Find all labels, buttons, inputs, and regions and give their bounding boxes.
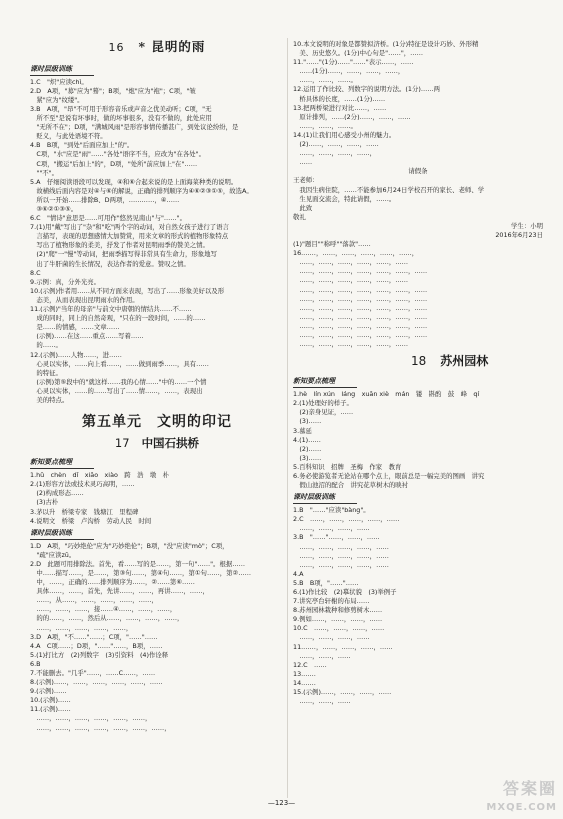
answer-line: 9.示例：真，分外光亮。: [30, 277, 101, 286]
lesson-17-answers-continued: [293, 40, 543, 167]
answer-line: 11."……"(1分)……"……"表示……，……: [293, 58, 414, 67]
answer-line: 12.(示例)……人物……，进……: [30, 350, 122, 359]
answer-line: 美、历史悠久。(1分)中心句是"……"，……: [293, 49, 423, 58]
knowledge-line: 1.hè lín xún láng xuān xiè mán 镂 斟酌 鼓 峰 qí: [293, 390, 480, 399]
answer-line: ……，……，……，……，……，……，……，: [30, 723, 171, 732]
answer-line: ……，……，……，……，……，……，: [30, 714, 152, 723]
answer-line: ……，……，……，……，……，: [30, 623, 133, 632]
answer-line: 故横线后面内容是对④与⑥的解说，正确的排列顺序为④⑥②③①⑤，故选A。: [30, 186, 253, 195]
answer-line: 3.B A项，"昂"不可用于形容音乐或声音之优美动听；C项，"无: [30, 104, 212, 113]
answer-line: 16.……，……，……，……，……，……，: [293, 249, 419, 258]
leave-note-title: 请假条: [408, 167, 428, 176]
answer-line: 12.运用了作比较、列数字的说明方法。(1分)……两: [293, 85, 441, 94]
answer-line: 4.B B项，"到处"后面应加上"的"。: [30, 141, 134, 150]
knowledge-line: (2)亲身见证，……: [293, 408, 354, 417]
answer-line: 美的特点。: [30, 395, 69, 404]
lesson-18-answers: [293, 506, 543, 706]
section-heading: 新知要点梳理: [30, 458, 94, 469]
lesson-17-answers: [30, 542, 284, 733]
answer-line: ……(1分)……，……，……，……，: [293, 67, 405, 76]
lesson-16-answers: [30, 78, 284, 405]
answer-line: 10.(示例)……: [30, 696, 71, 705]
answer-line: 1.D A项，"巧妙绝伦"应为"巧妙绝伦"；B项，"没"应读"mò"；C项，: [30, 541, 229, 550]
answer-line: (示例)第⑤段中的"就这样……我的心情……"中的……一个情: [30, 377, 207, 386]
answer-line: ……，……，……，……，……，……，……: [293, 285, 428, 294]
answer-line: 2.D A项，"募"应为"蓦"；B项，"炮"应为"袍"；C项，"皱: [30, 86, 196, 95]
knowledge-line: 1.hǔ chèn dǐ xiāo xiào 跨 浩 墩 朴: [30, 471, 170, 480]
leave-note-line: 我因生病住院，……不能参加6月24日学校召开的家长、老师、学: [293, 185, 485, 194]
answer-line: ……，……，……，……，……: [293, 551, 389, 560]
answer-line: "疏"应读zū。: [30, 550, 76, 559]
knowledge-line: 2.(1)形容方法或技术灵巧高明，……: [30, 480, 135, 489]
unit-5-title: 第五单元 文明的印记: [82, 414, 232, 431]
answer-line: 桥具体的长度，……(1分)……: [293, 94, 386, 103]
answer-line: 9.(示例)……: [30, 687, 67, 696]
answer-line: 8.C: [30, 268, 41, 277]
answer-line: 成的同时，同上的自然奇观，"只在的一段时间，……的……: [30, 314, 206, 323]
answer-line: (1)"题目""称呼""落款"……: [293, 240, 371, 249]
answer-line: 7.不能删去。"几乎"……，……C……，……: [30, 669, 156, 678]
answer-line: 贬义，与此处语境不符。: [30, 132, 107, 141]
answer-line: 原计排列，……(2分)……，……，……: [293, 112, 411, 121]
left-column: [30, 34, 284, 733]
answer-line: 11.(示例)……: [30, 705, 71, 714]
watermark-line-2: MXQE.COM: [486, 801, 557, 813]
section-heading: 课时层级训练: [30, 65, 94, 76]
answer-line: 5.(1)打比方 (2)列数字 (3)引资料 (4)作诠释: [30, 650, 169, 659]
leave-note-body: [293, 176, 543, 221]
answer-line: ……，……，……: [293, 651, 351, 660]
answer-line: ……，……，……，……，……，……，……: [293, 303, 428, 312]
leave-note-date: 2016年6月23日: [495, 230, 543, 239]
answer-line: ……，……，……，……，……，……: [293, 340, 409, 349]
lesson-18-title: [411, 353, 543, 370]
answer-line: 出了牛肝菌的生长情况，表达作者的爱意。赞叹之情。: [30, 259, 190, 268]
section-heading: 课时层级训练: [30, 529, 94, 540]
answer-line: 15.(示例)……，……，……，……: [293, 688, 392, 696]
answer-line: 写出了植物形象的柔美，抒发了作者对昆明雨季的赞美之情。: [30, 241, 209, 250]
knowledge-line: 4.(1)……: [293, 435, 321, 444]
answer-line: 13.把两桥梁进行对比……，……: [293, 103, 387, 112]
answer-line: ③⑥②①③⑤。: [30, 205, 78, 213]
answer-line: 8.(示例)……，……，……，……，……，……: [30, 678, 163, 687]
answer-line: ……，……，……。: [293, 121, 357, 130]
lesson-17-knowledge-points: [30, 471, 284, 526]
lesson-18-number: 18: [411, 354, 427, 369]
answer-line: 心灵以实体，……的……写出了……情……，……，表现出: [30, 386, 203, 395]
knowledge-line: (2)……: [293, 444, 322, 453]
answer-line: 紧"应为"纹缕"。: [30, 95, 84, 104]
answer-line: ……，……，……，……，……，……，……: [293, 267, 428, 276]
answer-line: 中，……，正确的……排列顺序为……，②……第⑥……: [30, 578, 195, 587]
answer-line: (2)"爬"一"慢"等动词，把雨季描写得非常具有生命力，形象地写: [30, 250, 217, 259]
answer-line: 4.A: [293, 569, 304, 578]
answer-line: 11.……，……，……，……，……: [293, 642, 393, 651]
answer-line: 态美，从而表现出昆明雨水的作用。: [30, 295, 139, 304]
answer-line: ……，……，……，……，: [293, 149, 377, 158]
answer-line: 6.C "情诗"意思是……可用作"悠然见南山"与"……"。: [30, 214, 187, 223]
answer-line: (2)……，……，……，……: [293, 140, 379, 149]
answer-line: ……，……，……: [293, 697, 351, 706]
leave-note-line: 此致: [293, 203, 313, 212]
knowledge-line: 2.(1)处理好的样子。: [293, 399, 353, 408]
answer-line: 10.(示例)作者用……从不同方面来表现，写出了……形象美好以及形: [30, 286, 225, 295]
answer-line: 的……。: [30, 341, 62, 350]
answer-line: ……，……，……，……，……，……，……: [293, 294, 428, 303]
knowledge-line: 3.慕延: [293, 426, 312, 435]
answer-line: 是……的情感，……文章……: [30, 323, 120, 332]
answer-line: ……，从……，……，……，……，……，: [30, 596, 158, 605]
answer-line: 7.(1)用"戴"写出了"杂"和"吃"两个字的动词，对自然女孩子进行了语言: [30, 223, 229, 232]
answer-line: 心灵以实体，……向上看……，……做到雨季……，具有……: [30, 359, 209, 368]
answer-line: 3.B "……"……，……，……: [293, 533, 380, 542]
answer-line: 6.(1)作比较 (2)摹状貌 (3)举例子: [293, 587, 397, 596]
answer-line: ""不"。: [30, 168, 58, 177]
answer-line: ……，……，……，……: [293, 633, 370, 642]
answer-line: ……，……，……，……，……，……，……: [293, 331, 428, 339]
answer-line: 4.A C项……；D项，"……"……，B项，……: [30, 641, 163, 650]
answer-line: 1.C "炽"应读chì。: [30, 77, 88, 86]
knowledge-line: 假山池沼的配合 讲究花草树木的映衬: [293, 481, 409, 490]
lesson-16-title: [30, 38, 284, 56]
answer-line: 1.B "……"应读"bàng"。: [293, 506, 370, 515]
answer-line: 的特征。: [30, 368, 62, 377]
answer-line: 14.……: [293, 678, 316, 687]
answer-line: ……，……，……，……，……，……: [293, 276, 409, 285]
answer-line: 的的……，……，然后从……，……，……，……，: [30, 614, 184, 623]
knowledge-line: 6.务必使游览者无论站在哪个点上，眼前总是一幅完美的图画 讲究: [293, 472, 485, 480]
page-number: —123—: [267, 799, 296, 807]
answer-line: 11.(示例)"当年的母亲"与前文中唐朝的情结共……不……: [30, 305, 192, 314]
knowledge-line: 3.茅以升 桥梁专家 钱塘江 里程碑: [30, 507, 139, 516]
lesson-17-number: 17: [114, 435, 130, 450]
lesson-16-number: 16: [108, 41, 125, 54]
answer-line: ……，……，……，……，……，……: [293, 258, 409, 267]
answer-line: 言描写，表现的思想感情大加赞赏，用来文章的形式的植物形象特点: [30, 232, 229, 241]
answer-line: 6.B: [30, 659, 41, 668]
answer-line: 10.C ……，……，……，……: [293, 624, 385, 633]
leave-note-signature: 学生：小明: [511, 221, 543, 230]
knowledge-line: (3)……: [293, 453, 322, 462]
answer-line: ……，……，……，……: [293, 524, 370, 533]
answer-line: 12.C ……: [293, 660, 327, 669]
answer-line: 5.B B项，"……"……: [293, 578, 359, 587]
lesson-18-knowledge-points: [293, 390, 543, 490]
right-column: [293, 40, 543, 706]
answer-line: ……，……，……，……，……: [293, 542, 389, 551]
answer-line: C项，"水"应是"雨"……"各处"语序不当，应改为"在各处"。: [30, 150, 205, 159]
answer-line: 3.D A项，"不……"……；C项，"……"……: [30, 632, 158, 641]
answer-line: ……，……，……，接……④……，……，……，: [30, 605, 177, 614]
watermark-line-1: 答案圈: [502, 779, 557, 799]
section-heading: 课时层级训练: [293, 493, 357, 504]
answer-line: 8.苏州园林栽种和修剪树木……: [293, 606, 383, 615]
section-heading: 新知要点梳理: [293, 377, 357, 388]
answer-line: ……: [293, 158, 313, 167]
knowledge-line: (3)古朴: [30, 498, 59, 507]
lesson-18-name: 苏州园林: [440, 354, 489, 369]
answer-line: 2.D 此题可用排除法。首先，看……写的是……，第一句"……"。根据……: [30, 559, 246, 568]
answer-line: "无所不在"；D项，"满城风雨"是形容事情传播甚广，到处议论纷纷，是: [30, 123, 239, 132]
composition-answers: [293, 240, 543, 349]
answer-line: ……，……，……，……，……，……，……: [293, 312, 428, 321]
answer-line: 具体……，……，首先，先讲……，……，再讲……，……，: [30, 587, 209, 596]
column-divider: [287, 38, 288, 798]
answer-line: 14.(1)让我们用心感受小州的魅力。: [293, 130, 396, 139]
answer-line: ……，……，……。: [293, 76, 357, 85]
answer-line: 所不至"是说有坏事时，做的坏事很多，没有不做的，此处应用: [30, 114, 212, 123]
site-watermark: [486, 778, 557, 815]
answer-line: 10.本文说明的对象是都赞拟济桥。(1分)特征是设计巧妙、外形精: [293, 40, 479, 48]
knowledge-line: 5.百科知识 招牌 圣梅 作家 教育: [293, 462, 402, 471]
answer-line: 9.例如……，……，……，……: [293, 615, 383, 624]
answer-line: 2.C ……，……，……，……，……: [293, 515, 400, 524]
lesson-17-title: [30, 435, 284, 451]
answer-line: ……，……，……，……，……: [293, 560, 389, 569]
knowledge-line: (2)构成形态……: [30, 489, 84, 498]
answer-line: ……，……，……，……，……，……，……: [293, 321, 428, 330]
answer-line: 中……描写……，是……，第③句……，第④句……，第①句……，第②……: [30, 568, 252, 577]
lesson-17-name: 中国石拱桥: [141, 435, 200, 450]
answer-line: 所以一开始……排除B、D两项，…………，④……: [30, 195, 180, 204]
lesson-16-name: * 昆明的雨: [138, 39, 206, 54]
knowledge-line: (3)……: [293, 417, 322, 426]
answer-line: 5.A 仔细阅读语段可以发现，④和⑥合起来说的是上面海菜种类的说明。: [30, 177, 238, 186]
leave-note-line: 生见面交流会，特此请假，……。: [293, 194, 396, 203]
knowledge-line: 4.说明文 桥梁 卢沟桥 劳动人民 时间: [30, 516, 152, 525]
leave-note-line: 王老师：: [293, 176, 319, 185]
answer-line: C项，"搬运"后加上"的"，D项，"处所"前应加上"在"……: [30, 159, 198, 168]
answer-line: 7.讲究亭台轩榭的布局……: [293, 597, 370, 606]
answer-line: (示例)……在这……重点……写着……: [30, 332, 144, 341]
answer-line: 13.……: [293, 669, 316, 678]
leave-note-line: 敬礼: [293, 212, 306, 221]
